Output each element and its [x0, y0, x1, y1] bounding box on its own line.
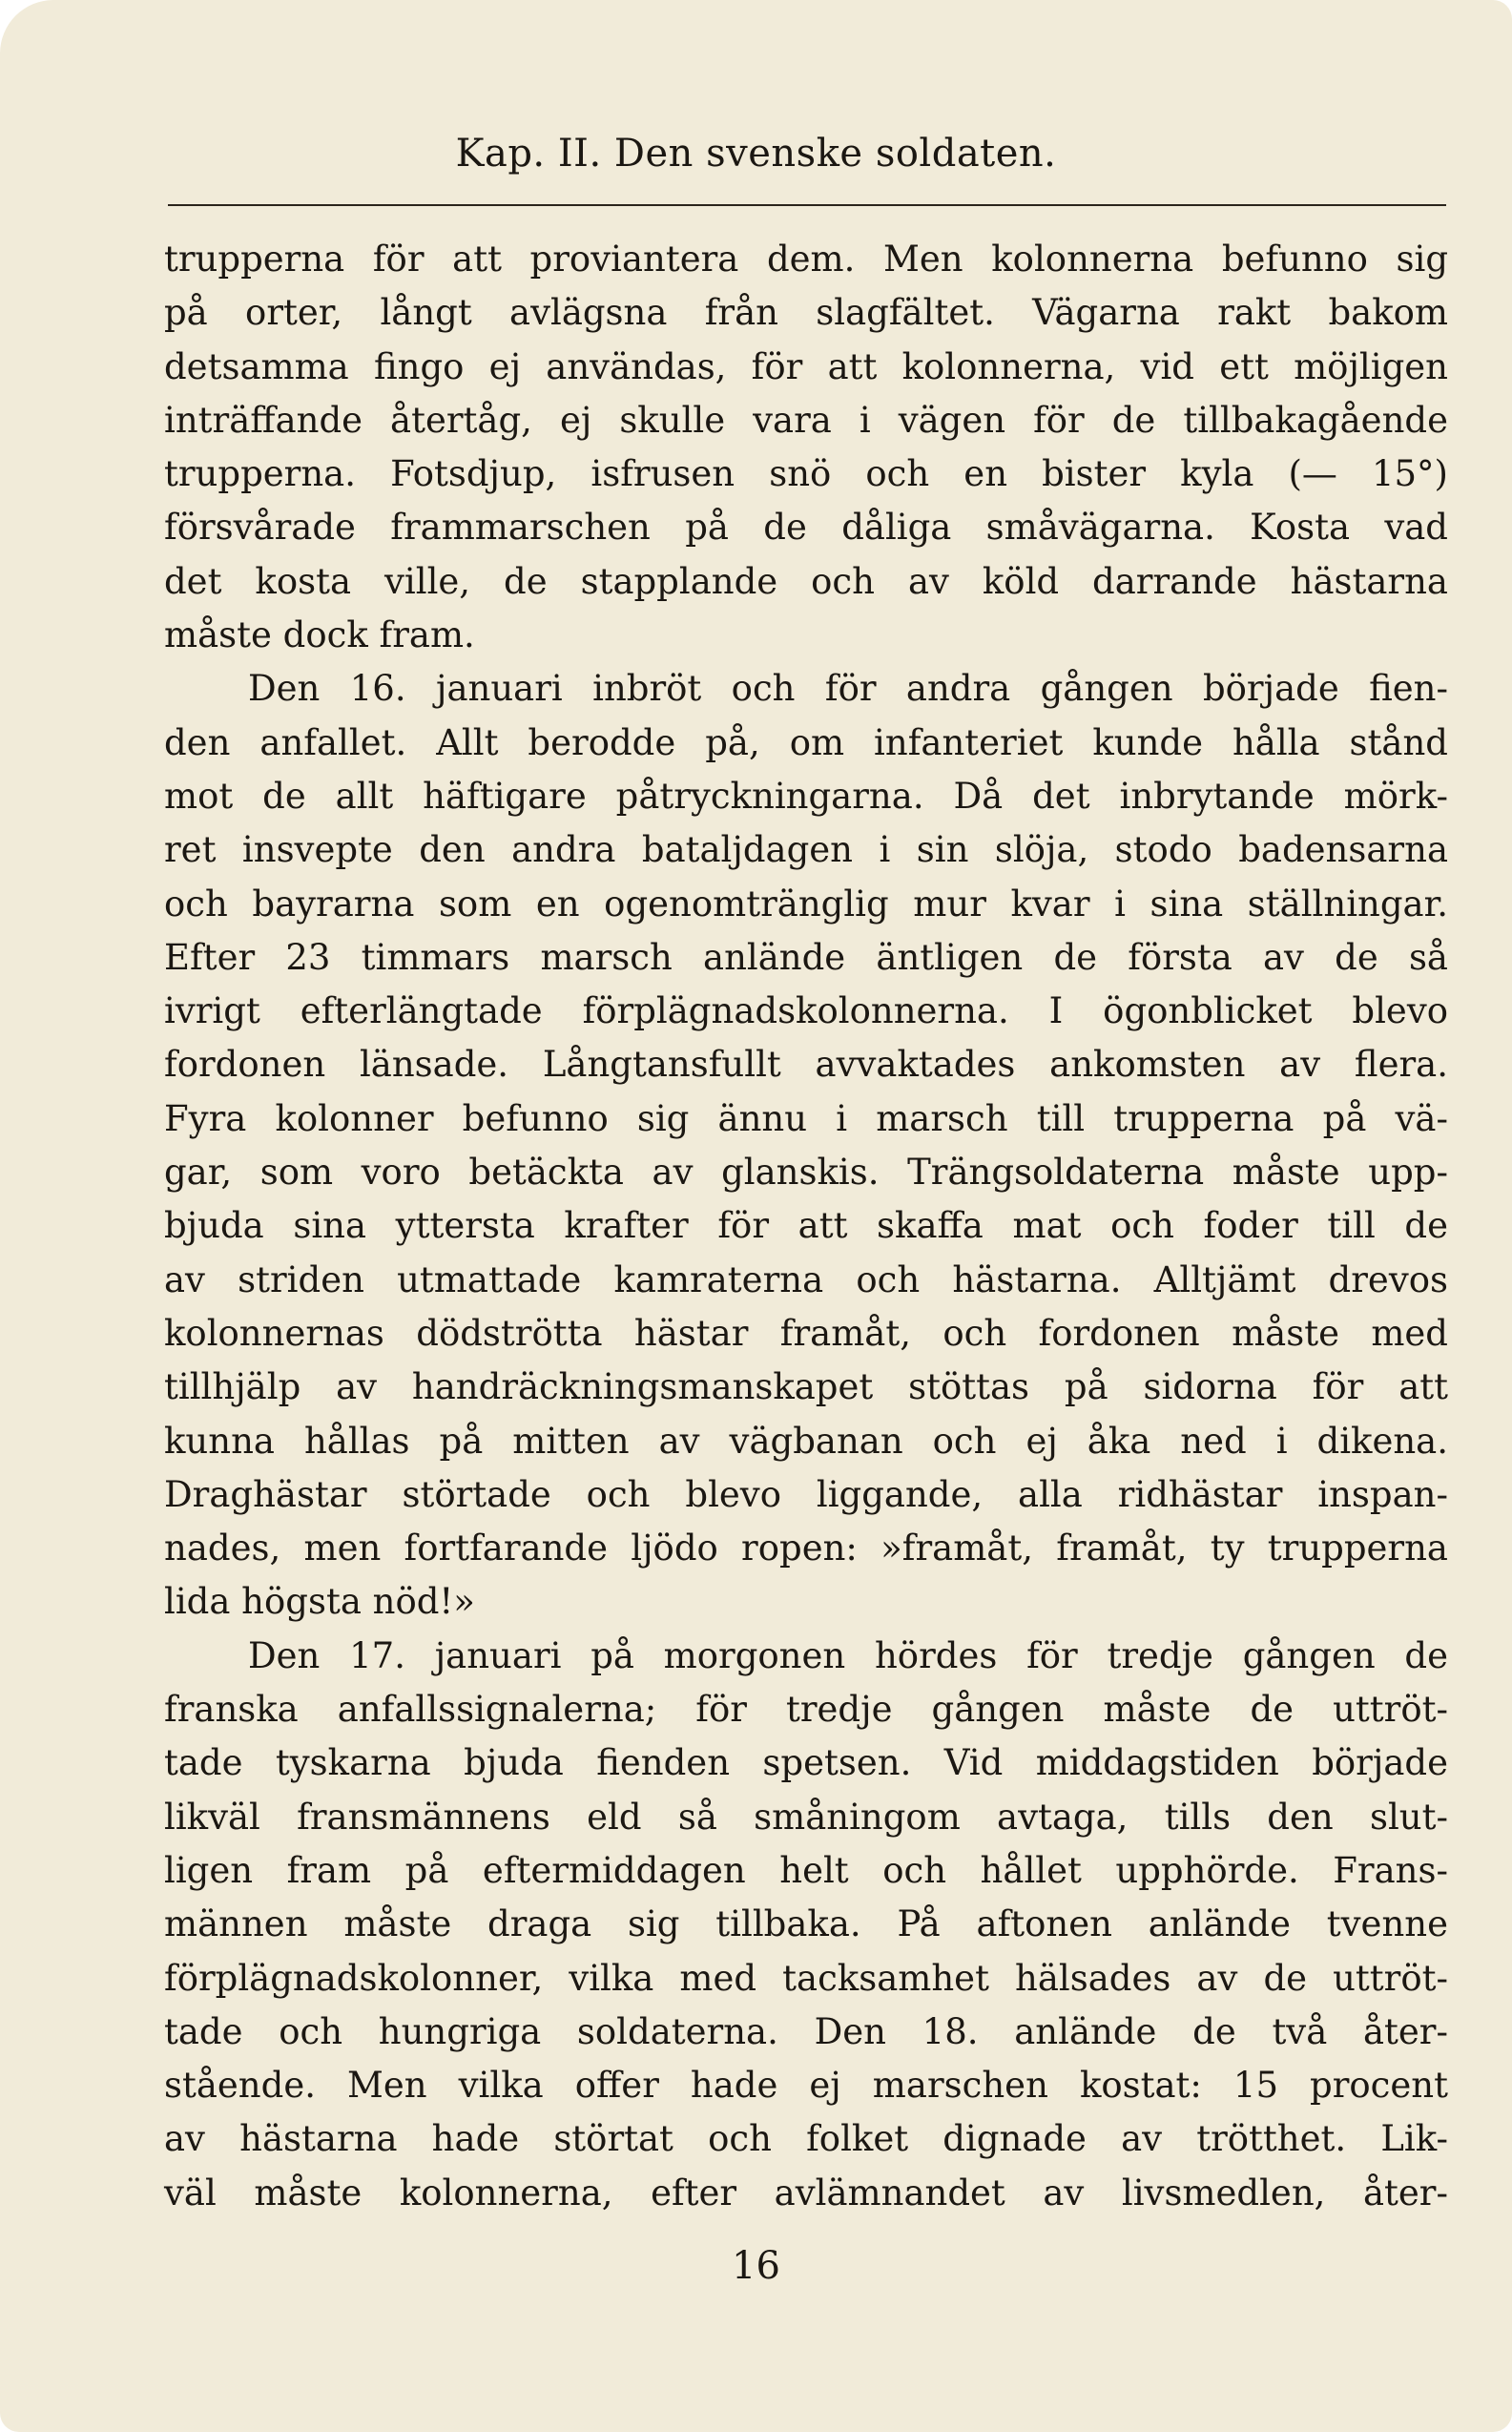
text-line: väl måste kolonnerna, efter avlämnandet av livsmedlen, åter- — [164, 2172, 1448, 2214]
text-line: stående. Men vilka offer hade ej marschen kostat: 15 procent — [164, 2065, 1448, 2107]
text-line: Fyra kolonner befunno sig ännu i marsch till trupperna på vä- — [164, 1097, 1448, 1139]
text-line: lida högsta nöd!» — [164, 1581, 475, 1623]
text-line: likväl fransmännens eld så småningom avtaga, tills den slut- — [164, 1796, 1448, 1838]
text-line: trupperna. Fotsdjup, isfrusen snö och en bister kyla (— 15°) — [164, 453, 1448, 495]
text-line: kolonnernas dödströtta hästar framåt, och fordonen måste med — [164, 1312, 1448, 1354]
text-line: Draghästar störtade och blevo liggande, alla ridhästar inspan- — [164, 1473, 1448, 1515]
running-header: Kap. II. Den svenske soldaten. — [455, 132, 1057, 176]
text-line: franska anfallssignalerna; för tredje gången måste de uttröt- — [164, 1689, 1448, 1731]
text-line: ret insvepte den andra bataljdagen i sin slöja, stodo badensarna — [164, 829, 1448, 871]
page-number: 16 — [732, 2244, 780, 2288]
text-line: gar, som voro betäckta av glanskis. Trängsoldaterna måste upp- — [164, 1152, 1448, 1194]
text-line: försvårade frammarschen på de dåliga småvägarna. Kosta vad — [164, 507, 1448, 549]
header-rule — [168, 204, 1446, 206]
text-line: bjuda sina yttersta krafter för att skaffa mat och foder till de — [164, 1205, 1448, 1247]
text-line: Den 16. januari inbröt och för andra gången började fien- — [248, 668, 1448, 710]
text-line: Efter 23 timmars marsch anlände äntligen de första av de så — [164, 936, 1448, 978]
text-line: den anfallet. Allt berodde på, om infanteriet kunde hålla stånd — [164, 721, 1448, 763]
text-line: tade och hungriga soldaterna. Den 18. anlände de två åter- — [164, 2010, 1448, 2052]
text-line: nades, men fortfarande ljödo ropen: »framåt, framåt, ty trupperna — [164, 1528, 1448, 1569]
text-line: tillhjälp av handräckningsmanskapet stöttas på sidorna för att — [164, 1366, 1448, 1408]
text-line: av hästarna hade störtat och folket dignade av trötthet. Lik- — [164, 2118, 1448, 2160]
text-line: detsamma fingo ej användas, för att kolonnerna, vid ett möjligen — [164, 345, 1448, 387]
text-line: ivrigt efterlängtade förplägnadskolonnerna. I ögonblicket blevo — [164, 990, 1448, 1032]
text-line: av striden utmattade kamraterna och hästarna. Alltjämt drevos — [164, 1258, 1448, 1300]
text-line: mot de allt häftigare påtryckningarna. Då det inbrytande mörk- — [164, 775, 1448, 817]
text-line: förplägnadskolonner, vilka med tacksamhet hälsades av de uttröt- — [164, 1957, 1448, 1999]
text-line: det kosta ville, de stapplande och av köld darrande hästarna — [164, 560, 1448, 602]
text-line: Den 17. januari på morgonen hördes för tredje gången de — [248, 1634, 1448, 1676]
text-line: tade tyskarna bjuda fienden spetsen. Vid middagstiden började — [164, 1742, 1448, 1784]
text-line: och bayrarna som en ogenomtränglig mur kvar i sina ställningar. — [164, 883, 1448, 925]
text-line: fordonen länsade. Långtansfullt avvaktades ankomsten av flera. — [164, 1044, 1448, 1086]
body-text — [164, 233, 1448, 2220]
text-line: ligen fram på eftermiddagen helt och hållet upphörde. Frans- — [164, 1849, 1448, 1891]
text-line: trupperna för att proviantera dem. Men kolonnerna befunno sig — [164, 239, 1448, 280]
text-line: kunna hållas på mitten av vägbanan och ej åka ned i dikena. — [164, 1420, 1448, 1462]
text-line: inträffande återtåg, ej skulle vara i vägen för de tillbakagående — [164, 399, 1448, 441]
text-line: männen måste draga sig tillbaka. På aftonen anlände tvenne — [164, 1903, 1448, 1945]
text-line: på orter, långt avlägsna från slagfältet. Vägarna rakt bakom — [164, 292, 1448, 334]
text-line: måste dock fram. — [164, 614, 475, 656]
